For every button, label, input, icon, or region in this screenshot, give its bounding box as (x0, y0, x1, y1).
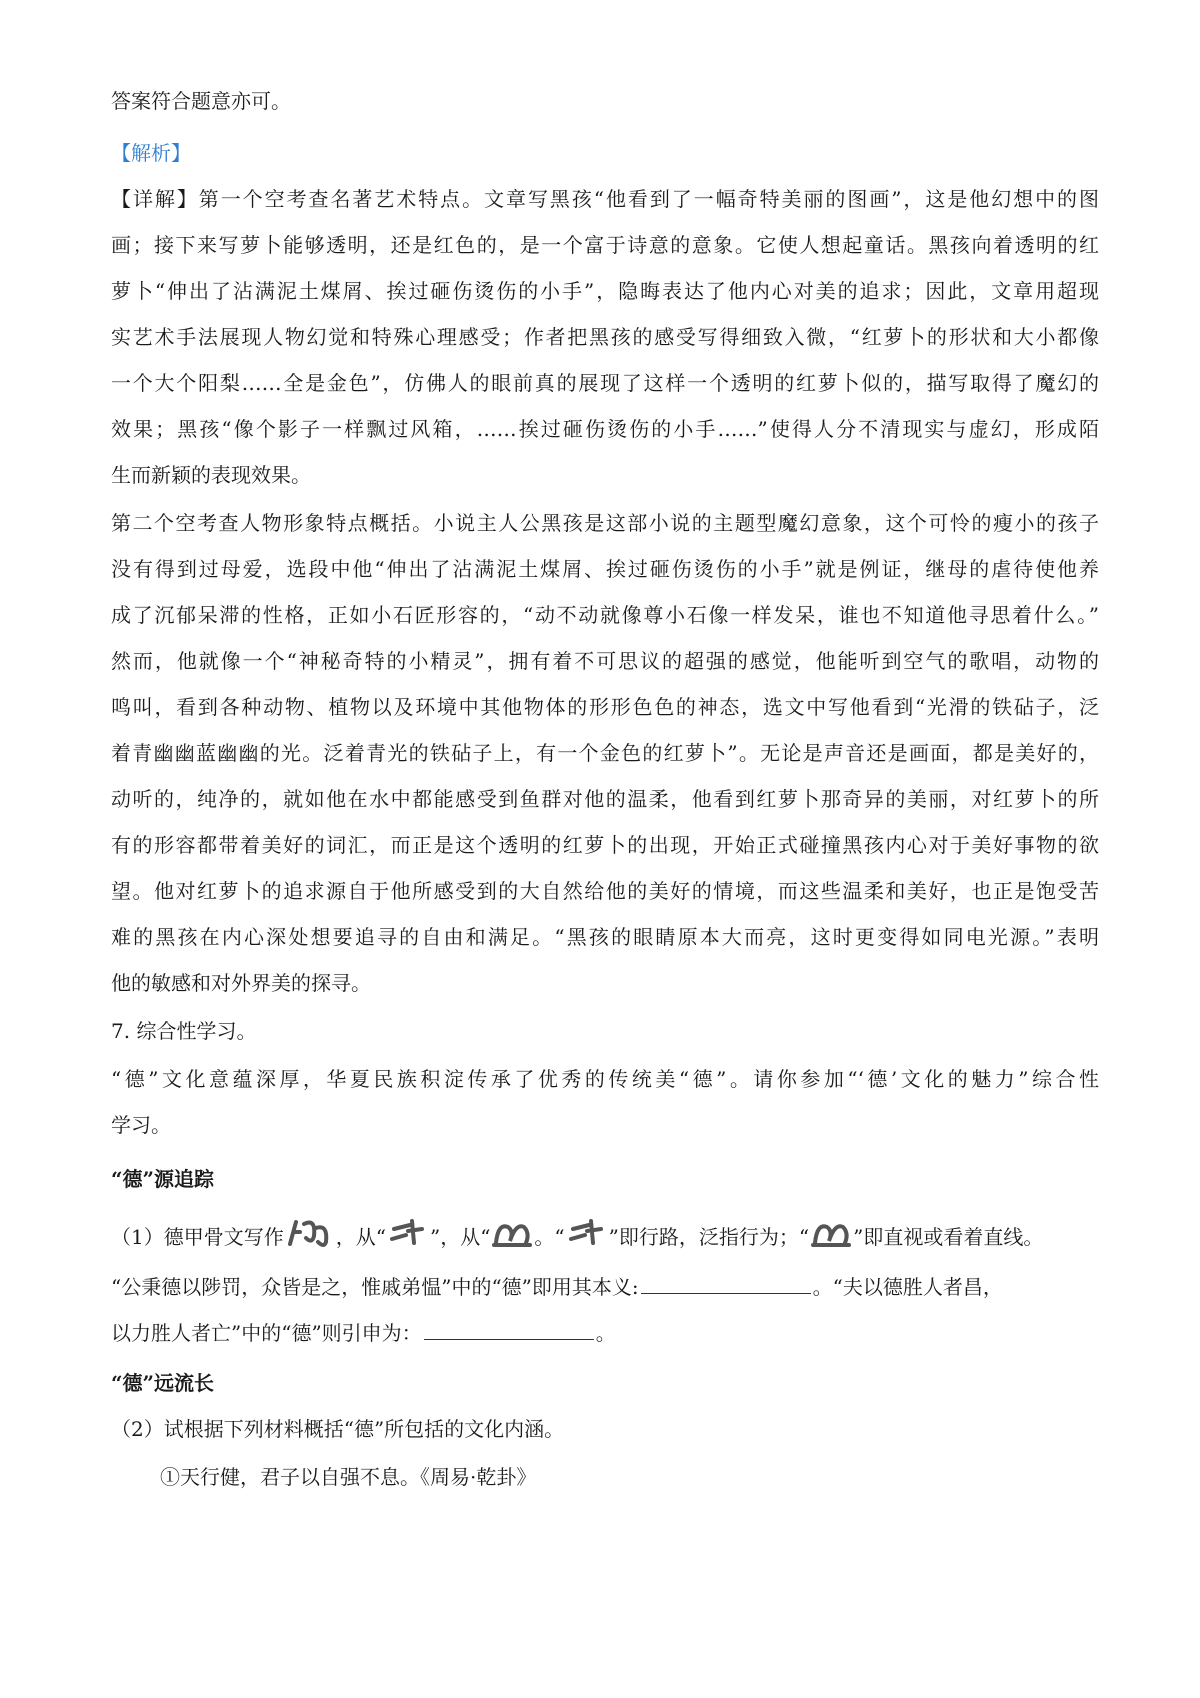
second-line: 他的敏感和对外界美的探寻。 (111, 971, 371, 995)
q7-intro-line: 学习。 (111, 1113, 171, 1137)
q1-text: 。“夫以德胜人者昌， (812, 1275, 1003, 1299)
oracle-zhi-glyph-icon (811, 1217, 851, 1260)
detail-line: 一个大个阳梨……全是金色”，仿佛人的眼前真的展现了这样一个透明的红萝卜似的，描写取得了魔幻的 (111, 371, 1099, 395)
material-item: ①天行健，君子以自强不息。《周易·乾卦》 (160, 1465, 537, 1489)
q1-oracle-line (111, 1214, 1043, 1254)
answer-note: 答案符合题意亦可。 (111, 89, 291, 113)
q1-text: “公秉德以陟罚，众皆是之，惟戚弟愠”中的“德”即用其本义: (111, 1275, 639, 1299)
q1-text: ”即直视或看着直线。 (853, 1225, 1044, 1249)
q1-text: （1）德甲骨文写作 (111, 1225, 284, 1249)
section-heading-heritage: “德”远流长 (111, 1371, 215, 1395)
detail-line: 画；接下来写萝卜能够透明，还是红色的，是一个富于诗意的意象。它使人想起童话。黑孩向着透明的红 (111, 233, 1099, 257)
q1-text: 。“ (534, 1225, 565, 1249)
detail-line: 生而新颖的表现效果。 (111, 463, 311, 487)
second-line: 成了沉郁呆滞的性格，正如小石匠形容的，“动不动就像尊小石像一样发呆，谁也不知道他寻思着什么。” (111, 603, 1099, 627)
q1-line-3 (111, 1320, 616, 1346)
second-line: 没有得到过母爱，选段中他“伸出了沾满泥土煤屑、挨过砸伤烫伤的小手”就是例证，继母的虐待使他养 (111, 557, 1099, 581)
q1-line-2 (111, 1274, 1003, 1300)
detail-line: 实艺术手法展现人物幻觉和特殊心理感受；作者把黑孩的感受写得细致入微，“红萝卜的形状和大小都像 (111, 325, 1099, 349)
second-line: 望。他对红萝卜的追求源自于他所感受到的大自然给他的美好的情境，而这些温柔和美好，也正是饱受苦 (111, 879, 1099, 903)
q1-text: 。 (595, 1321, 616, 1345)
detail-line: 萝卜“伸出了沾满泥土煤屑、挨过砸伤烫伤的小手”，隐晦表达了他内心对美的追求；因此，文章用超现 (111, 279, 1099, 303)
oracle-chi-glyph-icon (388, 1217, 428, 1260)
q1-text: ，从“ (335, 1225, 386, 1249)
second-line: 难的黑孩在内心深处想要追寻的自由和满足。“黑孩的眼睛原本大而亮，这时更变得如同电光源。”表明 (111, 925, 1099, 949)
second-line: 着青幽幽蓝幽幽的光。泛着青光的铁砧子上，有一个金色的红萝卜”。无论是声音还是画面，都是美好的， (111, 741, 1099, 765)
q1-text: ”即行路，泛指行为；“ (608, 1225, 810, 1249)
answer-blank[interactable] (641, 1275, 811, 1294)
second-line: 有的形容都带着美好的词汇，而正是这个透明的红萝卜的出现，开始正式碰撞黑孩内心对于美好事物的欲 (111, 833, 1099, 857)
q7-intro-line: “德”文化意蕴深厚，华夏民族积淀传承了优秀的传统美“德”。请你参加“‘德’文化的魅力”综合性 (111, 1067, 1099, 1091)
detail-line: 【详解】第一个空考查名著艺术特点。文章写黑孩“他看到了一幅奇特美丽的图画”，这是他幻想中的图 (111, 187, 1099, 211)
second-line: 然而，他就像一个“神秘奇特的小精灵”，拥有着不可思议的超强的感觉，他能听到空气的歌唱，动物的 (111, 649, 1099, 673)
second-line: 动听的，纯净的，就如他在水中都能感受到鱼群对他的温柔，他看到红萝卜那奇异的美丽，对红萝卜的所 (111, 787, 1099, 811)
second-line: 鸣叫，看到各种动物、植物以及环境中其他物体的形形色色的神态，选文中写他看到“光滑的铁砧子，泛 (111, 695, 1099, 719)
answer-blank[interactable] (424, 1321, 594, 1340)
detail-line: 效果；黑孩“像个影子一样飘过风箱，……挨过砸伤烫伤的小手……”使得人分不清现实与虚幻，形成陌 (111, 417, 1099, 441)
analysis-label: 【解析】 (111, 141, 191, 165)
q2-prompt: （2）试根据下列材料概括“德”所包括的文化内涵。 (111, 1417, 565, 1441)
oracle-zhi-glyph-icon (492, 1217, 532, 1260)
oracle-chi-glyph-icon (567, 1217, 607, 1260)
q1-text: ”，从“ (429, 1225, 491, 1249)
section-heading-origin: “德”源追踪 (111, 1167, 215, 1191)
q7-title: 7. 综合性学习。 (111, 1019, 257, 1043)
second-line: 第二个空考查人物形象特点概括。小说主人公黑孩是这部小说的主题型魔幻意象，这个可怜的瘦小的孩子 (111, 511, 1099, 535)
q1-text: 以力胜人者亡”中的“德”则引申为： (111, 1321, 422, 1345)
oracle-de-glyph-icon (286, 1214, 334, 1263)
